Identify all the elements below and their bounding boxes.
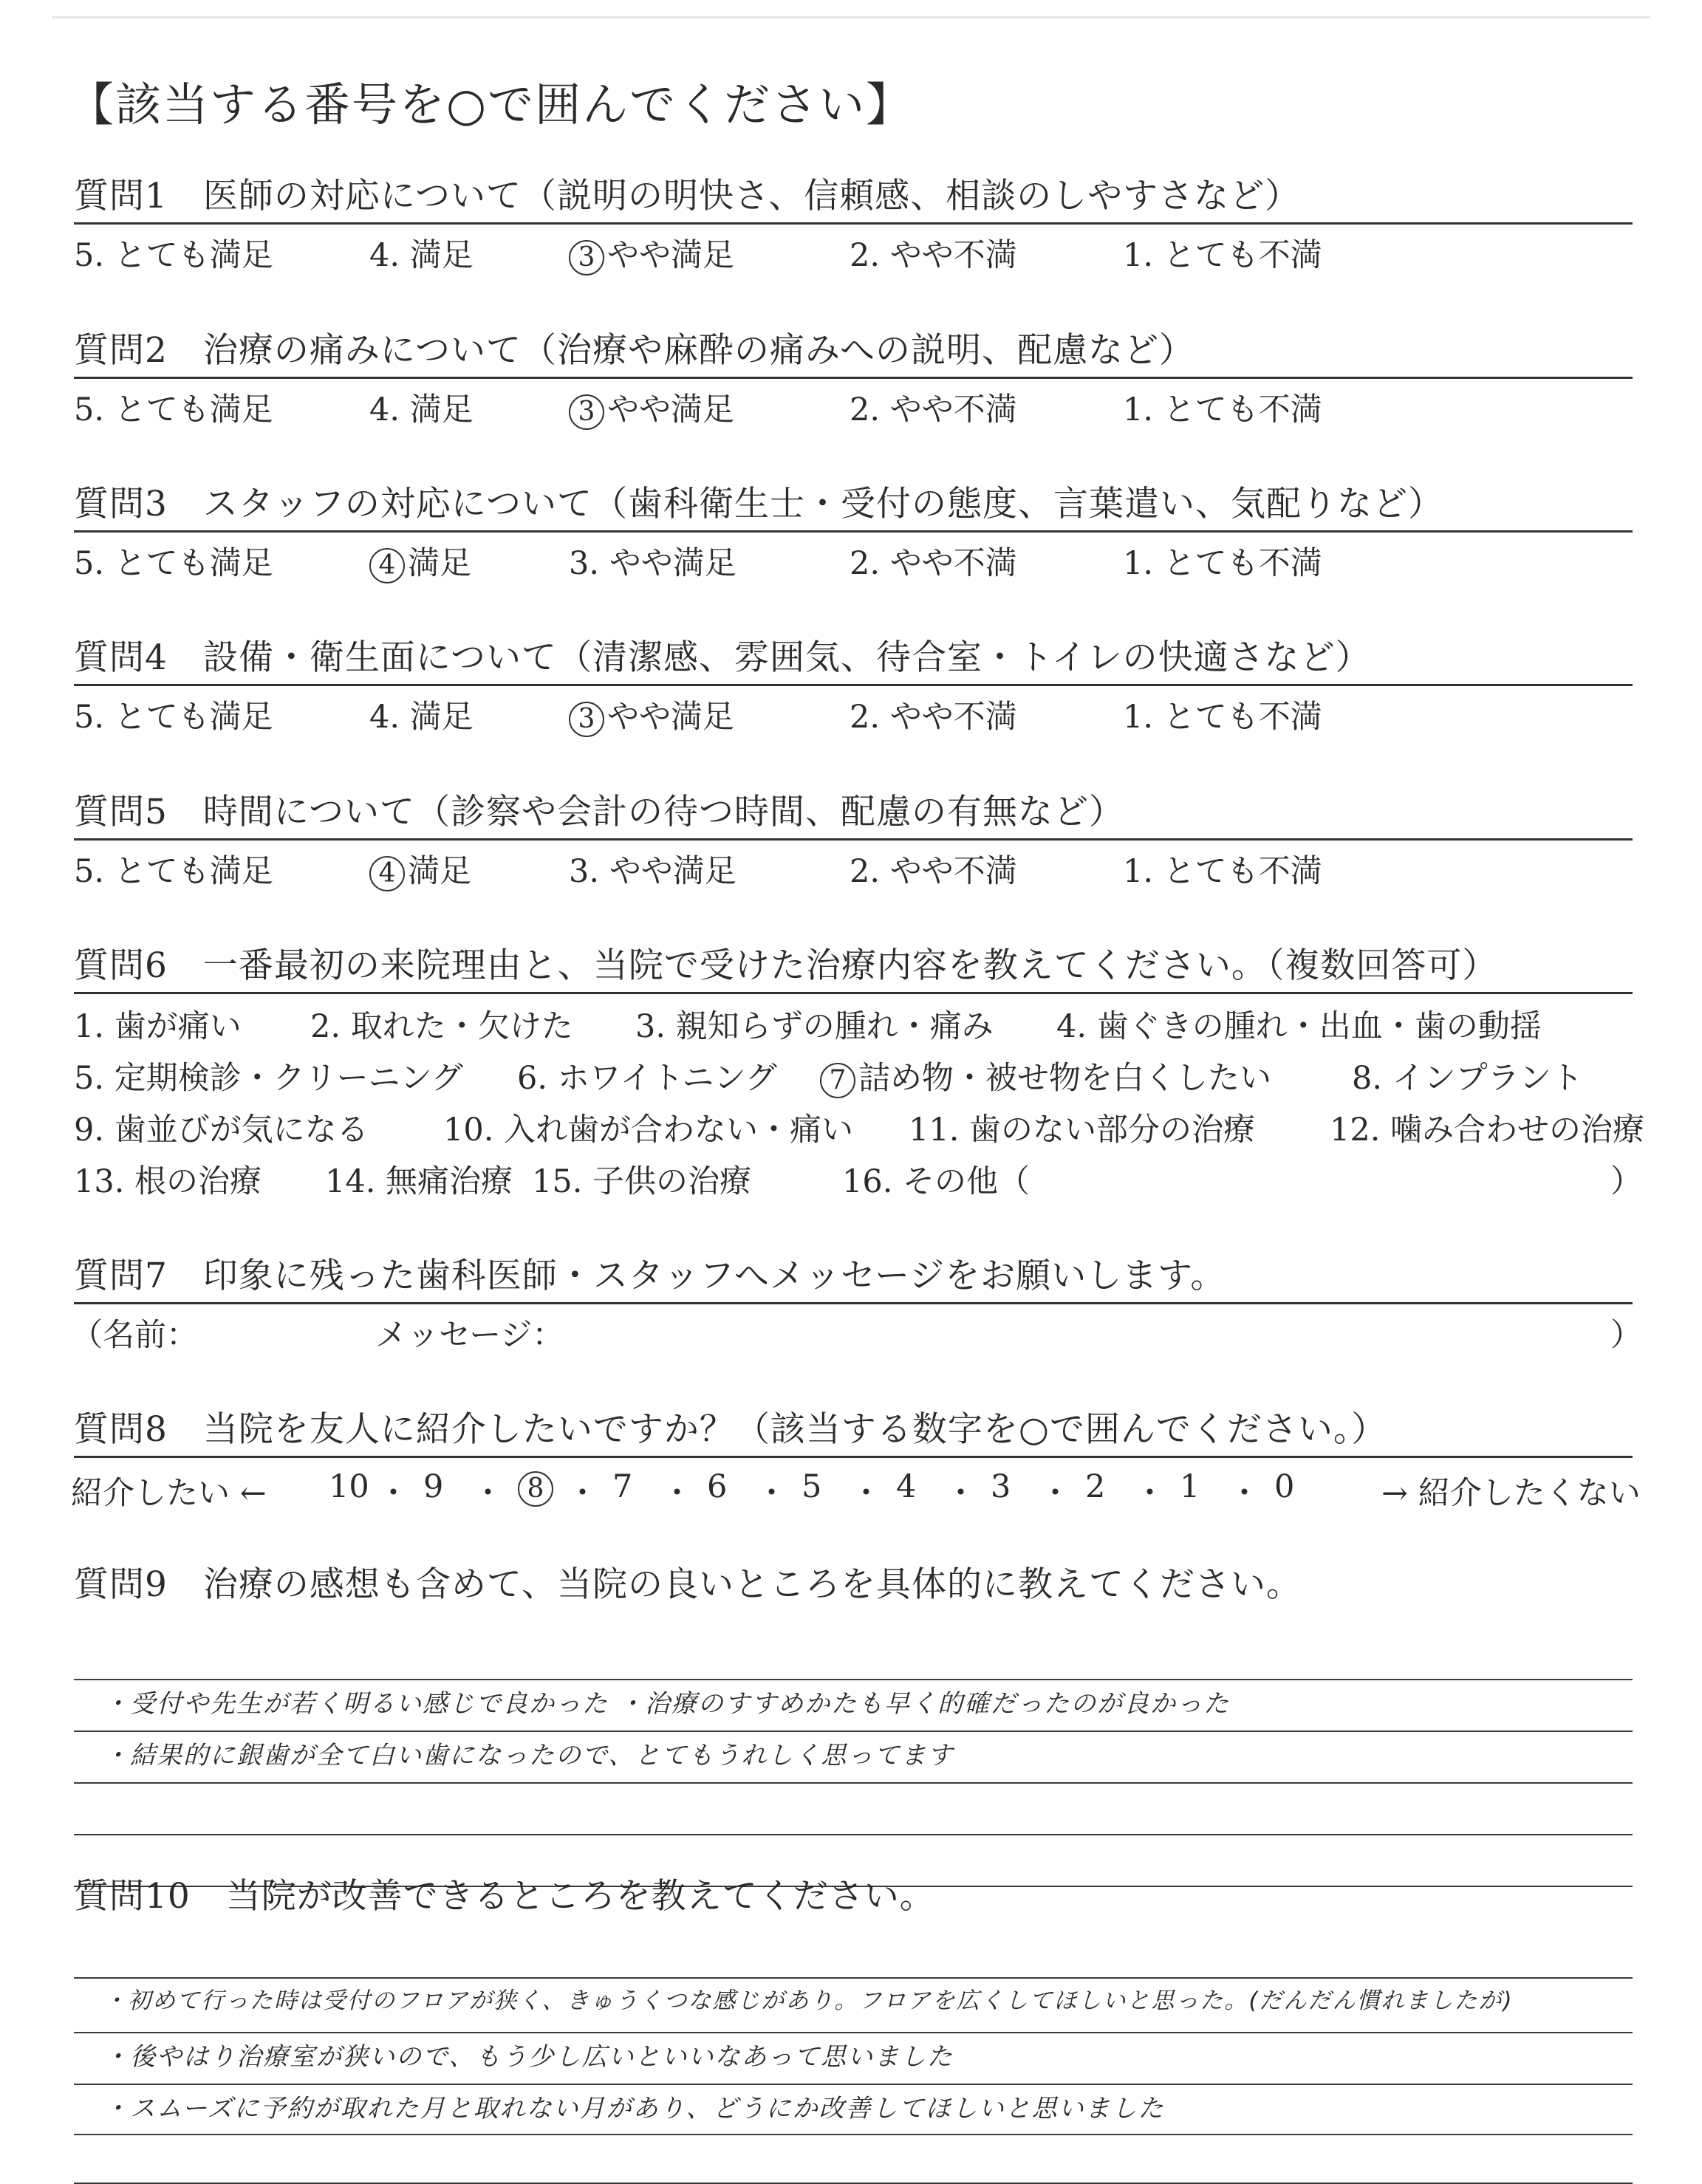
question-9 [74,1557,1633,1902]
recommend-score-2[interactable]: 2 [1085,1468,1106,1505]
rating-option-label: 満足 [408,853,471,890]
treatment-option[interactable]: ） [1610,1163,1642,1200]
rating-option-4[interactable]: 4. 満足 [369,391,474,428]
message-label: メッセージ： [375,1317,564,1354]
answer-line [74,1782,1633,1784]
question-4-title: 質問4 設備・衛生面について（清潔感、雰囲気、待合室・トイレの快適さなど） [74,630,1633,686]
option-row [74,1105,1645,1157]
option-row [74,1157,1642,1208]
option-row [74,1053,1633,1105]
question-10-title: 質問10 当院が改善できるところを教えてください。 [74,1876,935,1917]
scale-separator-dot: ・ [1228,1475,1260,1512]
option-row [74,1002,1633,1053]
question-6-options [74,1002,1645,1208]
question-5-options [74,846,1633,892]
question-9-title: 質問9 治療の感想も含めて、当院の良いところを具体的に教えてください。 [74,1564,1302,1605]
recommend-right-label: → 紹介したくない [1381,1475,1641,1512]
question-10 [74,1869,1633,2177]
treatment-option[interactable]: 2. 取れた・欠けた [310,1008,573,1045]
treatment-option[interactable]: 15. 子供の治療 [532,1163,752,1200]
scale-separator-dot: ・ [377,1475,409,1512]
question-6-title: 質問6 一番最初の来院理由と、当院で受けた治療内容を教えてください。（複数回答可） [74,938,1633,994]
handwritten-answer: ・結果的に銀歯が全て白い歯になったので、とてもうれしく思ってます [103,1741,954,1770]
selected-circle-mark: 3 [569,240,604,275]
question-1 [74,168,1633,276]
handwritten-answer: ・後やはり治療室が狭いので、もう少し広いといいなあって思いました [103,2042,954,2072]
treatment-option[interactable] [820,1053,1271,1098]
rating-option-label: やや満足 [607,391,734,428]
scale-separator-dot: ・ [1134,1475,1166,1512]
rating-option-1[interactable]: 1. とても不満 [1123,545,1322,582]
treatment-option[interactable]: 9. 歯並びが気になる [74,1112,369,1149]
scale-separator-dot: ・ [945,1475,977,1512]
rating-option-2[interactable]: 2. やや不満 [850,391,1017,428]
rating-option-5[interactable]: 5. とても満足 [74,237,273,274]
treatment-option[interactable]: 6. ホワイトニング [517,1060,777,1097]
scale-separator-dot: ・ [472,1475,504,1512]
handwritten-answer: ・受付や先生が若く明るい感じで良かった ・治療のすすめかたも早く的確だったのが良かった [103,1689,1231,1719]
rating-option-5[interactable]: 5. とても満足 [74,853,273,890]
recommend-score-4[interactable]: 4 [896,1468,917,1505]
question-3-options [74,538,1633,584]
treatment-option[interactable]: 8. インプラント [1352,1060,1583,1097]
rating-option-4[interactable] [369,846,471,891]
selected-circle-mark: 4 [369,548,405,583]
scale-separator-dot: ・ [1039,1475,1071,1512]
answer-line [74,1679,1633,1680]
rating-option-4[interactable]: 4. 満足 [369,699,474,736]
selected-circle-mark: 7 [820,1063,855,1098]
question-1-options [74,230,1633,276]
rating-option-3[interactable] [569,385,734,430]
rating-option-4[interactable] [369,538,471,583]
recommend-score-8[interactable] [518,1468,556,1507]
rating-option-3[interactable] [569,230,734,275]
recommend-score-9[interactable]: 9 [423,1468,444,1505]
question-6 [74,938,1645,1208]
rating-option-2[interactable]: 2. やや不満 [850,237,1017,274]
question-5-title: 質問5 時間について（診察や会計の待つ時間、配慮の有無など） [74,784,1633,841]
rating-option-1[interactable]: 1. とても不満 [1123,237,1322,274]
treatment-option[interactable]: 12. 噛み合わせの治療 [1330,1112,1645,1149]
rating-option-1[interactable]: 1. とても不満 [1123,699,1322,736]
answer-line [74,2084,1633,2085]
rating-option-label: 満足 [408,545,471,582]
answer-line [74,2134,1633,2135]
scale-separator-dot: ・ [567,1475,598,1512]
scale-separator-dot: ・ [850,1475,882,1512]
answer-line [74,1977,1633,1979]
question-8-title: 質問8 当院を友人に紹介したいですか？（該当する数字を○で囲んでください。） [74,1402,1633,1458]
rating-option-label: やや満足 [607,699,734,736]
selected-circle-mark: 3 [569,394,604,430]
answer-line [74,2032,1633,2033]
question-4 [74,630,1633,738]
recommend-score-7[interactable]: 7 [612,1468,633,1505]
rating-option-5[interactable]: 5. とても満足 [74,545,273,582]
recommend-score-1[interactable]: 1 [1180,1468,1200,1505]
recommend-score-5[interactable]: 5 [802,1468,822,1505]
treatment-option[interactable]: 13. 根の治療 [74,1163,262,1200]
recommend-score-3[interactable]: 3 [991,1468,1011,1505]
selected-circle-mark: 8 [518,1471,553,1507]
question-8 [71,1402,1641,1516]
question-7-fields [71,1310,1642,1356]
question-5 [74,784,1633,892]
treatment-option[interactable]: 3. 親知らずの腫れ・痛み [635,1008,994,1045]
selected-circle-mark: 4 [369,856,405,891]
selected-circle-mark: 3 [569,702,604,737]
question-2-title: 質問2 治療の痛みについて（治療や麻酔の痛みへの説明、配慮など） [74,323,1633,379]
name-label: （名前： [71,1317,198,1354]
rating-option-1[interactable]: 1. とても不満 [1123,391,1322,428]
rating-option-2[interactable]: 2. やや不満 [850,699,1017,736]
treatment-option[interactable]: 16. その他（ [842,1163,1031,1200]
recommend-score-6[interactable]: 6 [707,1468,728,1505]
question-3-title: 質問3 スタッフの対応について（歯科衛生士・受付の態度、言葉遣い、気配りなど） [74,476,1633,533]
question-9-answer-area [74,1621,1633,1902]
treatment-option[interactable]: 10. 入れ歯が合わない・痛い [443,1112,854,1149]
message-close-paren: ） [1610,1317,1642,1354]
rating-option-2[interactable]: 2. やや不満 [850,853,1017,890]
rating-option-3[interactable]: 3. やや満足 [569,853,736,890]
handwritten-answer: ・初めて行った時は受付のフロアが狭く、きゅうくつな感じがあり。フロアを広くしてほしいと思った。(だんだん慣れましたが) [103,1988,1514,2014]
answer-line [74,1731,1633,1732]
treatment-option[interactable]: 11. 歯のない部分の治療 [909,1112,1256,1149]
rating-option-label: やや満足 [607,237,734,274]
recommend-scale [71,1468,1641,1516]
treatment-option[interactable]: 1. 歯が痛い [74,1008,242,1045]
scale-separator-dot: ・ [661,1475,693,1512]
rating-option-5[interactable]: 5. とても満足 [74,699,273,736]
rating-option-2[interactable]: 2. やや不満 [850,545,1017,582]
question-10-answer-area [74,1933,1633,2177]
rating-option-3[interactable] [569,692,734,737]
treatment-option-label: 詰め物・被せ物を白くしたい [858,1060,1271,1097]
scale-separator-dot: ・ [756,1475,787,1512]
top-divider [52,16,1650,18]
question-3 [74,476,1633,584]
handwritten-answer: ・スムーズに予約が取れた月と取れない月があり、どうにか改善してほしいと思いました [103,2094,1165,2123]
rating-option-4[interactable]: 4. 満足 [369,237,474,274]
question-7 [71,1248,1642,1356]
rating-option-3[interactable]: 3. やや満足 [569,545,736,582]
page-title: 【該当する番号を○で囲んでください】 [68,78,914,131]
question-7-title: 質問7 印象に残った歯科医師・スタッフへメッセージをお願いします。 [74,1248,1633,1304]
question-2 [74,323,1633,431]
treatment-option[interactable]: 14. 無痛治療 [325,1163,513,1200]
treatment-option[interactable]: 4. 歯ぐきの腫れ・出血・歯の動揺 [1056,1008,1542,1045]
rating-option-5[interactable]: 5. とても満足 [74,391,273,428]
answer-line [74,1834,1633,1835]
question-2-options [74,385,1633,431]
recommend-score-10[interactable]: 10 [329,1468,369,1505]
recommend-score-0[interactable]: 0 [1274,1468,1295,1505]
treatment-option[interactable]: 5. 定期検診・クリーニング [74,1060,463,1097]
rating-option-1[interactable]: 1. とても不満 [1123,853,1322,890]
recommend-left-label: 紹介したい ← [71,1475,267,1512]
question-4-options [74,692,1633,738]
question-1-title: 質問1 医師の対応について（説明の明快さ、信頼感、相談のしやすさなど） [74,168,1633,225]
